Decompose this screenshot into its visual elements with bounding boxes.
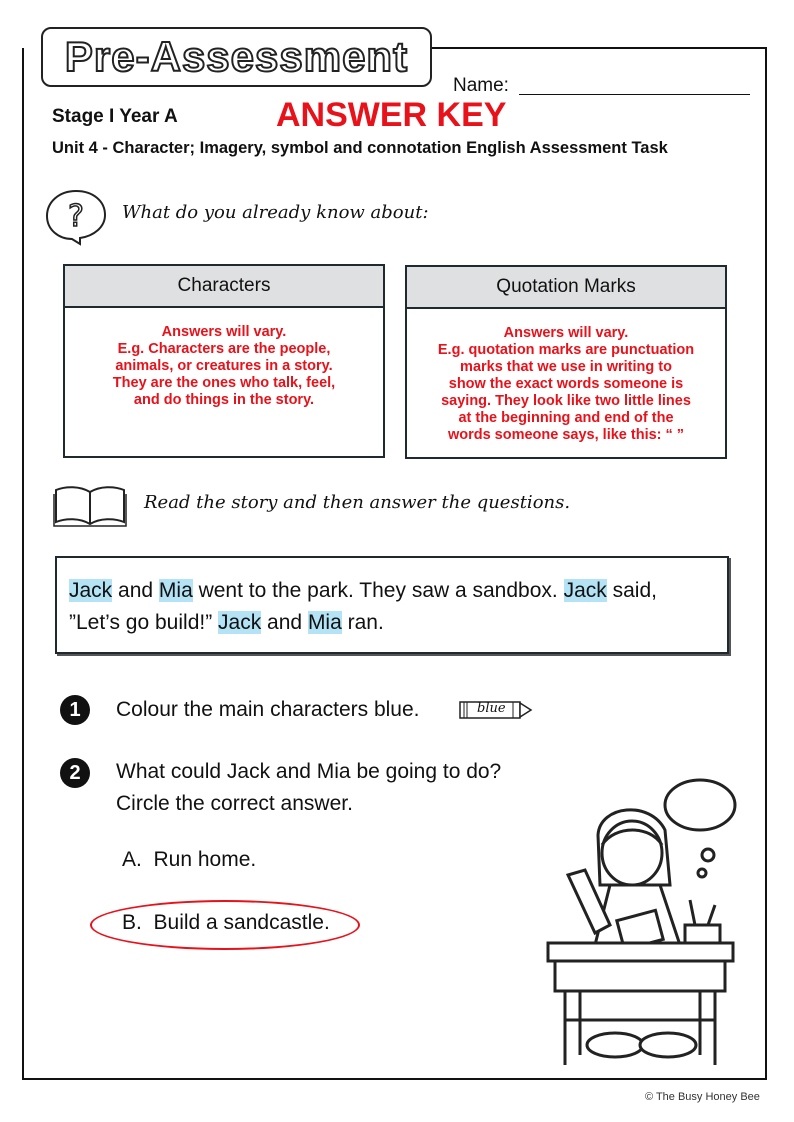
- answer-key-label: ANSWER KEY: [276, 96, 507, 134]
- story-box: [55, 556, 729, 654]
- question-2-instruction: Circle the correct answer.: [116, 792, 353, 815]
- highlighted-character: Jack: [69, 579, 113, 602]
- svg-text:?: ?: [68, 199, 84, 234]
- answer-line: E.g. quotation marks are punctuation: [437, 342, 695, 358]
- answer-line: words someone says, like this: “ ”: [447, 427, 685, 443]
- story-text: ”Let’s go build!”: [69, 611, 219, 634]
- question-2-line: What could Jack and Mia be going to do?: [116, 760, 502, 783]
- answer-line: and do things in the story.: [133, 392, 315, 408]
- frame-top-line: [430, 47, 767, 49]
- reading-prompt: Read the story and then answer the questions.: [144, 492, 571, 513]
- question-1-text: Colour the main characters blue.: [116, 698, 420, 721]
- card-heading: Characters: [65, 266, 383, 308]
- title-banner: [41, 27, 432, 87]
- question-2-text: [116, 756, 501, 820]
- option-label: A.: [122, 848, 142, 871]
- option-a[interactable]: [122, 844, 256, 876]
- open-book-icon: [52, 484, 128, 528]
- option-b[interactable]: [122, 907, 330, 939]
- frame-right-line: [765, 48, 767, 1079]
- blue-crayon-icon: [459, 700, 535, 720]
- highlighted-character: Jack: [563, 579, 607, 602]
- story-text: went to the park. They saw a sandbox.: [192, 579, 564, 602]
- unit-title: Unit 4 - Character; Imagery, symbol and connotation English Assessment Task: [52, 139, 668, 157]
- question-number-badge: 1: [60, 695, 90, 725]
- option-label: B.: [122, 911, 142, 934]
- answer-line: They are the ones who talk, feel,: [112, 375, 336, 391]
- question-bubble-icon: [44, 188, 108, 246]
- thinking-girl-illustration: [540, 775, 740, 1070]
- story-text: and: [112, 579, 159, 602]
- quotation-marks-card: [405, 265, 727, 459]
- crayon-label: blue: [477, 701, 506, 716]
- option-text: Run home.: [153, 848, 257, 871]
- characters-card: [63, 264, 385, 458]
- card-answer: [407, 309, 725, 444]
- answer-line: show the exact words someone is: [448, 376, 684, 392]
- story-text: ran.: [341, 611, 384, 634]
- frame-bottom-line: [22, 1078, 767, 1080]
- card-heading: Quotation Marks: [407, 267, 725, 309]
- frame-left-line: [22, 48, 24, 1079]
- card-answer: [65, 308, 383, 409]
- option-text: Build a sandcastle.: [153, 911, 330, 934]
- answer-line: saying. They look like two little lines: [441, 393, 691, 409]
- name-field[interactable]: [519, 94, 750, 95]
- prior-knowledge-prompt: What do you already know about:: [122, 202, 429, 223]
- question-number-badge: 2: [60, 758, 90, 788]
- stage-label: Stage I Year A: [52, 106, 178, 127]
- page-title: Pre-Assessment: [64, 33, 409, 80]
- answer-line: animals, or creatures in a story.: [115, 358, 333, 374]
- name-label: Name:: [453, 75, 509, 96]
- highlighted-character: Mia: [158, 579, 193, 602]
- answer-line: E.g. Characters are the people,: [117, 341, 331, 357]
- story-text: and: [261, 611, 308, 634]
- answer-line: marks that we use in writing to: [460, 359, 672, 375]
- highlighted-character: Mia: [307, 611, 342, 634]
- answer-line: at the beginning and end of the: [458, 410, 674, 426]
- answer-line: Answers will vary.: [161, 324, 287, 340]
- story-text: said,: [606, 579, 657, 602]
- copyright-footer: © The Busy Honey Bee: [645, 1091, 760, 1103]
- answer-line: Answers will vary.: [503, 325, 629, 341]
- highlighted-character: Jack: [218, 611, 262, 634]
